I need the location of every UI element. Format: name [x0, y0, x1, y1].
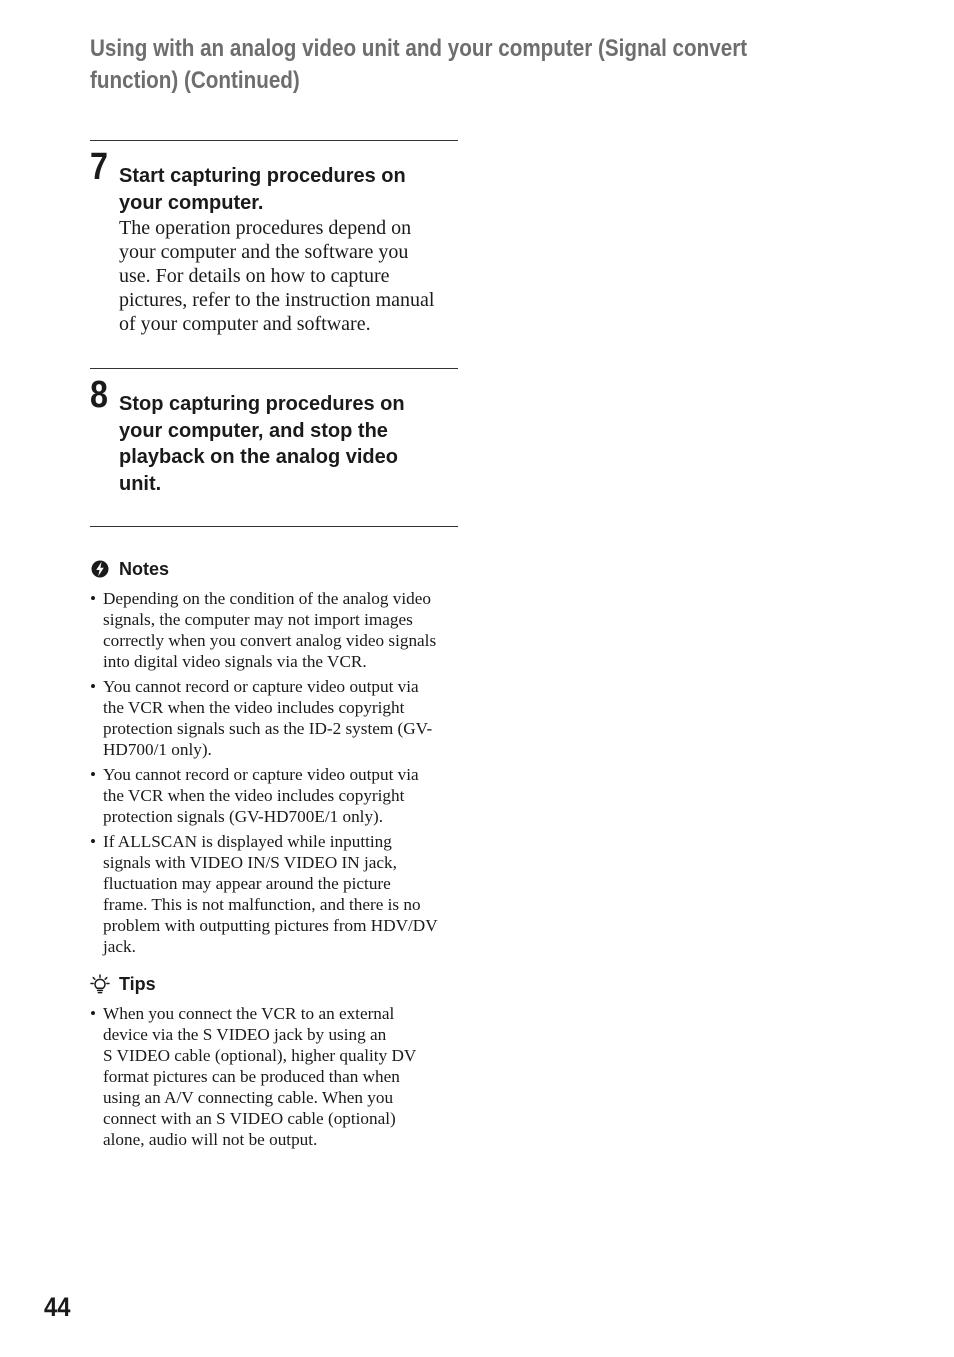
list-item	[90, 1003, 462, 1150]
step-title	[119, 163, 459, 216]
list-item-line: signals, the computer may not import images	[103, 610, 413, 629]
bullet-mark: •	[90, 589, 97, 608]
bullet-mark: •	[90, 832, 97, 851]
list-item-line: HD700/1 only).	[103, 740, 212, 759]
list-item-line: device via the S VIDEO jack by using an	[103, 1025, 387, 1044]
step-body-line: use. For details on how to capture	[119, 265, 390, 287]
notes-heading-label: Notes	[119, 559, 170, 579]
list-item-line: fluctuation may appear around the picture	[103, 874, 391, 893]
list-item-line: format pictures can be produced than when	[103, 1067, 400, 1086]
step-title	[119, 391, 459, 497]
list-item-line: the VCR when the video includes copyright	[103, 786, 405, 805]
list-item	[90, 831, 462, 957]
step-title-line: unit.	[119, 472, 162, 495]
step-number: 7	[90, 146, 108, 188]
notes-list	[90, 588, 462, 961]
list-item	[90, 588, 462, 672]
step-title-line: your computer, and stop the	[119, 419, 388, 442]
step-title-line: playback on the analog video	[119, 446, 398, 468]
step-title-line: Start capturing procedures on	[119, 165, 406, 187]
header-line-1: Using with an analog video unit and your computer (Signal convert	[90, 35, 748, 62]
step-8	[90, 375, 460, 515]
header-line-2: function) (Continued)	[90, 67, 300, 94]
step-number: 8	[90, 374, 108, 416]
list-item	[90, 676, 462, 760]
divider-step-7	[90, 140, 458, 141]
tips-heading	[90, 973, 156, 995]
page-number: 44	[44, 1292, 71, 1322]
tips-list	[90, 1003, 462, 1154]
caution-icon	[90, 559, 110, 579]
list-item-line: You cannot record or capture video output via	[103, 765, 419, 784]
list-item	[90, 764, 462, 827]
step-7	[90, 147, 460, 347]
bullet-mark: •	[90, 1004, 97, 1023]
page-header-title	[90, 33, 748, 97]
list-item-line: Depending on the condition of the analog video	[103, 589, 431, 608]
list-item-line: protection signals such as the ID-2 system (GV-	[103, 719, 433, 738]
list-item-line: correctly when you convert analog video signals	[103, 631, 437, 650]
list-item-line: into digital video signals via the VCR.	[103, 652, 367, 671]
list-item-line: If ALLSCAN is displayed while inputting	[103, 832, 392, 851]
lightbulb-icon	[90, 974, 110, 994]
list-item-line: frame. This is not malfunction, and there is no	[103, 895, 421, 914]
bullet-mark: •	[90, 765, 97, 784]
step-body-line: The operation procedures depend on	[119, 217, 412, 239]
step-body-line: of your computer and software.	[119, 313, 371, 335]
divider-notes	[90, 526, 458, 527]
list-item-line: You cannot record or capture video output via	[103, 677, 419, 696]
step-body-line: your computer and the software you	[119, 241, 409, 263]
step-title-line: your computer.	[119, 191, 264, 214]
list-item-line: connect with an S VIDEO cable (optional)	[103, 1109, 396, 1128]
step-body	[119, 216, 464, 336]
list-item-line: S VIDEO cable (optional), higher quality DV	[103, 1046, 417, 1065]
list-item-line: signals with VIDEO IN/S VIDEO IN jack,	[103, 853, 397, 872]
step-title-line: Stop capturing procedures on	[119, 393, 405, 415]
bullet-mark: •	[90, 677, 97, 696]
list-item-line: the VCR when the video includes copyright	[103, 698, 405, 717]
tips-heading-label: Tips	[119, 974, 156, 994]
notes-heading	[90, 558, 169, 580]
step-body-line: pictures, refer to the instruction manual	[119, 289, 435, 311]
list-item-line: protection signals (GV-HD700E/1 only).	[103, 807, 384, 826]
list-item-line: alone, audio will not be output.	[103, 1130, 318, 1149]
divider-step-8	[90, 368, 458, 369]
list-item-line: using an A/V connecting cable. When you	[103, 1088, 394, 1107]
list-item-line: problem with outputting pictures from HDV/DV	[103, 916, 438, 935]
list-item-line: When you connect the VCR to an external	[103, 1004, 395, 1023]
list-item-line: jack.	[103, 937, 136, 956]
